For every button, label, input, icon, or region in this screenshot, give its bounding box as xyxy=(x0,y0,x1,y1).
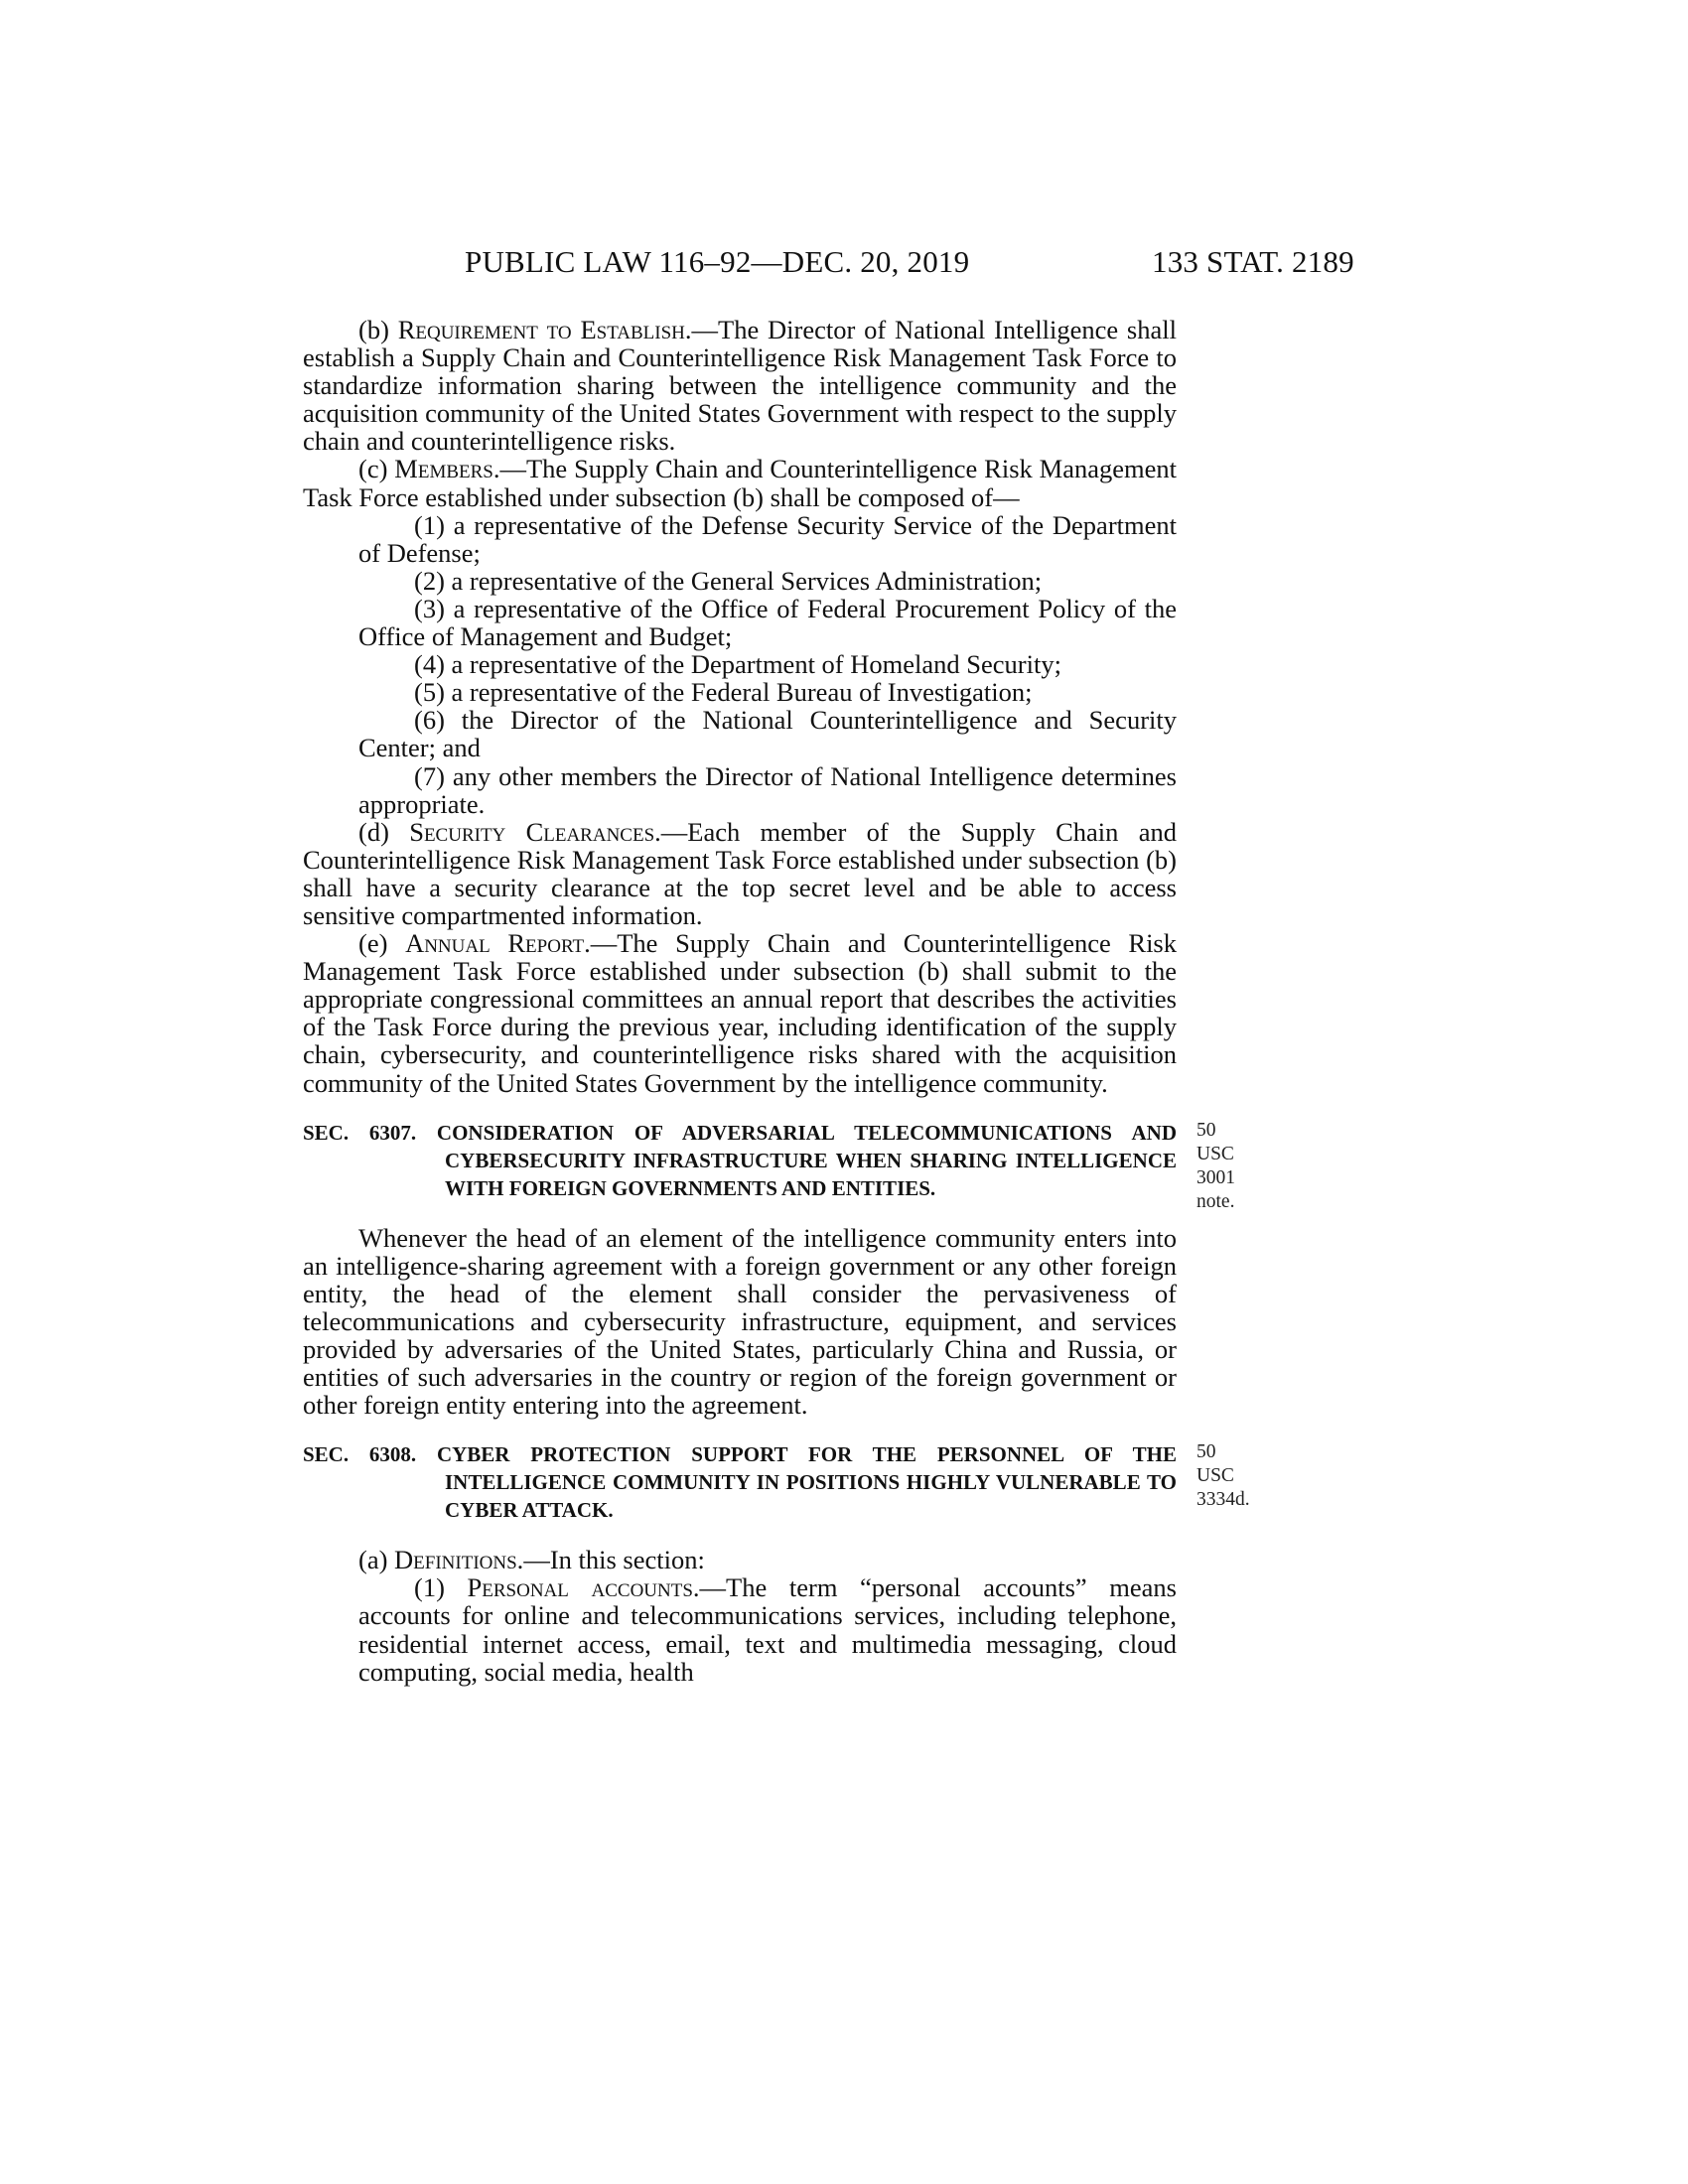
definitions-lead: (a) xyxy=(358,1545,395,1575)
section-6307-text: Whenever the head of an element of the intelligence community enters into an intelligence-sharing agreement with a foreign government or any other foreign entity, the head of the element shall consider the pervasiveness of telecommunications and cybersecurity infrastructure, equipment, and services provided by adversaries of the United States, particularly China and Russia, or entities of such adversaries in the country or region of the foreign government or other foreign entity entering into the agreement. xyxy=(303,1222,1177,1421)
margin-note-line: note. xyxy=(1196,1190,1235,1212)
section-6308-definitions xyxy=(303,1546,1177,1573)
section-6308-heading xyxy=(303,1440,1250,1524)
subsection-d-text: —Each member of the Supply Chain and Counterintelligence Risk Management Task Force established under subsection (b) shall have a security clearance at the top secret level and be able to access sensitive compartmented information. xyxy=(303,816,1177,930)
member-item-5 xyxy=(303,678,1177,706)
definition-item-heading: Personal accounts. xyxy=(467,1572,700,1603)
section-6308-margin-note: 50 USC 3334d. xyxy=(1196,1441,1250,1511)
member-text: (5) a representative of the Federal Bureau of Investigation; xyxy=(414,677,1033,708)
subsection-c-lead: (c) xyxy=(358,454,395,484)
section-6307-heading-text: SEC. 6307. CONSIDERATION OF ADVERSARIAL TELECOMMUNICATIONS AND CYBERSECURITY INFRASTRUCTURE WHEN SHARING INTELLIGENCE WITH FOREIGN GOVERNMENTS AND ENTITIES. xyxy=(303,1120,1177,1200)
subsection-d-heading: Security Clearances. xyxy=(409,816,661,847)
member-item-2 xyxy=(303,567,1177,595)
member-text: (3) a representative of the Office of Federal Procurement Policy of the Office of Management and Budget; xyxy=(358,593,1177,652)
subsection-d xyxy=(303,818,1177,929)
subsection-e-heading: Annual Report. xyxy=(405,928,591,959)
member-text: (2) a representative of the General Services Administration; xyxy=(414,565,1043,596)
member-text: (7) any other members the Director of National Intelligence determines appropriate. xyxy=(358,760,1177,819)
margin-note-line: 50 USC 3001 xyxy=(1196,1119,1235,1188)
page-number: 133 STAT. 2189 xyxy=(1152,244,1354,279)
subsection-b-text: —The Director of National Intelligence shall establish a Supply Chain and Counterintelligence Risk Management Task Force to standardize information sharing between the intelligence community and the acquisition community of the United States Government with respect to the supply chain and counterintelligence risks. xyxy=(303,315,1177,457)
subsection-e-lead: (e) xyxy=(358,928,406,959)
section-6307-heading xyxy=(303,1119,1235,1212)
subsection-c-heading: Members. xyxy=(394,454,500,484)
member-text: (4) a representative of the Department of Homeland Security; xyxy=(414,649,1061,680)
definitions-heading: Definitions. xyxy=(394,1545,524,1575)
body-text xyxy=(303,315,1250,1687)
subsection-c xyxy=(303,455,1177,510)
section-6307-margin-note xyxy=(1196,1119,1235,1214)
member-text: (6) the Director of the National Counterintelligence and Security Center; and xyxy=(358,705,1177,763)
subsection-e xyxy=(303,929,1177,1097)
subsection-b-heading: Requirement to Establish. xyxy=(397,315,692,344)
member-text: (1) a representative of the Defense Security Service of the Department of Defense; xyxy=(358,509,1177,568)
running-header xyxy=(0,244,1688,284)
subsection-c-text: —The Supply Chain and Counterintelligence Risk Management Task Force established under subsection (b) shall be composed of— xyxy=(303,454,1177,512)
definition-item-1 xyxy=(303,1573,1177,1685)
subsection-e-text: —The Supply Chain and Counterintelligence Risk Management Task Force established under subsection (b) shall submit to the appropriate congressional committees an annual report that describes the activities of the Task Force during the previous year, including identification of the supply chain, cybersecurity, and counterintelligence risks shared with the acquisition community of the United States Government by the intelligence community. xyxy=(303,928,1177,1098)
member-item-7 xyxy=(303,762,1177,818)
member-item-3 xyxy=(303,595,1177,650)
subsection-d-lead: (d) xyxy=(358,816,410,847)
running-title: PUBLIC LAW 116–92—DEC. 20, 2019 xyxy=(465,244,970,279)
definitions-text: —In this section: xyxy=(523,1545,705,1575)
definition-item-text: —The term “personal accounts” means accounts for online and telecommunications services, including telephone, residential internet access, email, text and multimedia messaging, cloud computing, social media, health xyxy=(358,1572,1177,1687)
subsection-b-lead: (b) xyxy=(358,315,398,344)
section-6308-heading-text: SEC. 6308. CYBER PROTECTION SUPPORT FOR THE PERSONNEL OF THE INTELLIGENCE COMMUNITY IN POSITIONS HIGHLY VULNERABLE TO CYBER ATTACK. xyxy=(303,1442,1177,1523)
member-item-6 xyxy=(303,706,1177,761)
member-item-1 xyxy=(303,511,1177,567)
member-item-4 xyxy=(303,650,1177,678)
definition-item-lead: (1) xyxy=(414,1572,468,1603)
subsection-b xyxy=(303,316,1177,455)
